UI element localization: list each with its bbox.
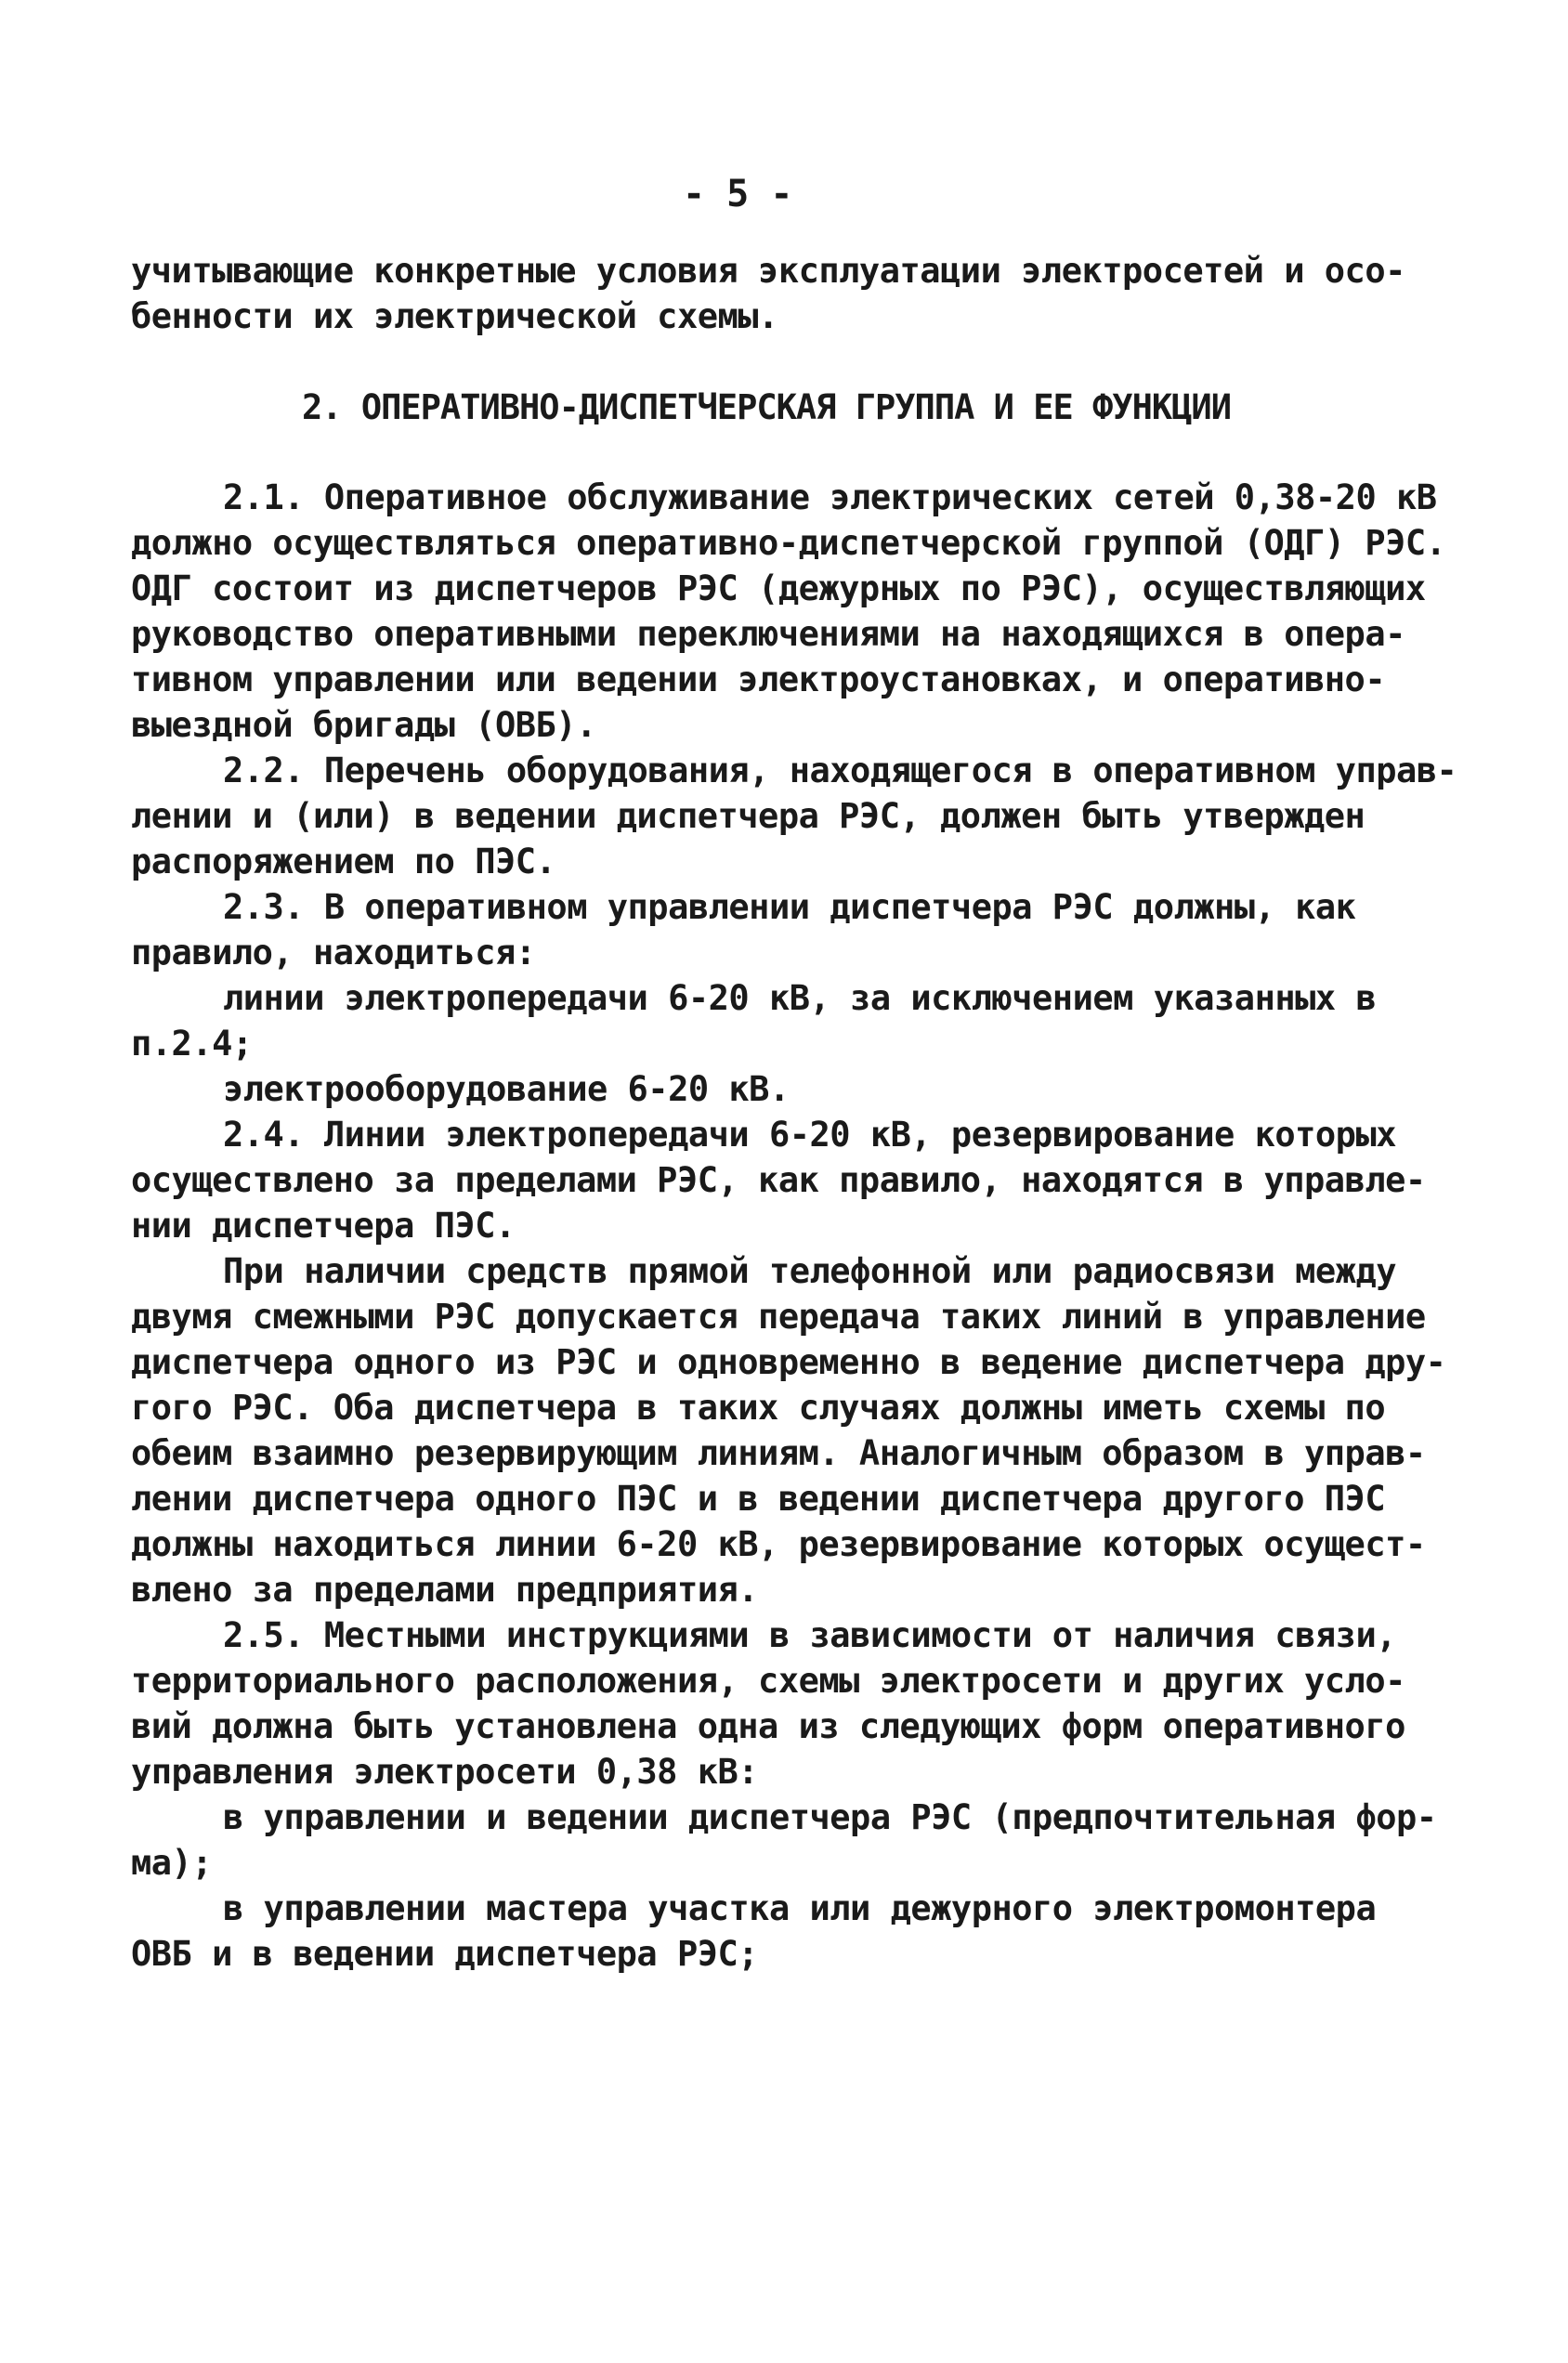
paragraph-line: диспетчера одного из РЭС и одновременно в ведение диспетчера дру- [131,1342,1446,1382]
paragraph-line: распоряжением по ПЭС. [131,842,556,881]
paragraph-line: обеим взаимно резервирующим линиям. Аналогичным образом в управ- [131,1433,1426,1473]
paragraph-line: двумя смежными РЭС допускается передача таких линий в управление [131,1297,1426,1337]
paragraph-line: 2.3. В оперативном управлении диспетчера РЭС должны, как [223,887,1356,927]
list-item-line: ма); [131,1843,213,1883]
paragraph-line: бенности их электрической схемы. [131,296,778,336]
list-item-line: линии электропередачи 6-20 кВ, за исключением указанных в [223,978,1377,1018]
paragraph-line: лении диспетчера одного ПЭС и в ведении диспетчера другого ПЭС [131,1479,1386,1519]
page-number: - 5 - [683,173,792,215]
paragraph-line: 2.1. Оперативное обслуживание электрических сетей 0,38-20 кВ [223,477,1437,517]
paragraph-line: ОДГ состоит из диспетчеров РЭС (дежурных по РЭС), осуществляющих [131,568,1426,608]
list-item-line: п.2.4; [131,1024,253,1064]
paragraph-line: гого РЭС. Оба диспетчера в таких случаях должны иметь схемы по [131,1388,1386,1428]
paragraph-line: должны находиться линии 6-20 кВ, резервирование которых осущест- [131,1524,1426,1564]
paragraph-line: руководство оперативными переключениями на находящихся в опера- [131,614,1405,654]
section-heading: 2. ОПЕРАТИВНО-ДИСПЕТЧЕРСКАЯ ГРУППА И ЕЕ ФУНКЦИИ [302,387,1231,427]
paragraph-line: лении и (или) в ведении диспетчера РЭС, должен быть утвержден [131,796,1365,836]
paragraph-line: 2.5. Местными инструкциями в зависимости от наличия связи, [223,1615,1397,1655]
paragraph-line: 2.2. Перечень оборудования, находящегося в оперативном управ- [223,751,1457,790]
list-item-line: ОВБ и в ведении диспетчера РЭС; [131,1934,759,1974]
paragraph-line: управления электросети 0,38 кВ: [131,1752,759,1792]
paragraph-line: осуществлено за пределами РЭС, как правило, находятся в управле- [131,1160,1426,1200]
paragraph-line: тивном управлении или ведении электроустановках, и оперативно- [131,659,1386,699]
paragraph-line: вий должна быть установлена одна из следующих форм оперативного [131,1706,1405,1746]
list-item-line: в управлении и ведении диспетчера РЭС (предпочтительная фор- [223,1797,1437,1837]
paragraph-line: При наличии средств прямой телефонной или радиосвязи между [223,1251,1397,1291]
paragraph-line: учитывающие конкретные условия эксплуатации электросетей и осо- [131,251,1405,291]
paragraph-line: нии диспетчера ПЭС. [131,1206,516,1246]
list-item-line: электрооборудование 6-20 кВ. [223,1069,790,1109]
paragraph-line: должно осуществляться оперативно-диспетчерской группой (ОДГ) РЭС. [131,523,1446,563]
paragraph-line: 2.4. Линии электропередачи 6-20 кВ, резервирование которых [223,1115,1397,1155]
paragraph-line: правило, находиться: [131,933,536,973]
list-item-line: в управлении мастера участка или дежурного электромонтера [223,1888,1377,1928]
paragraph-line: территориального расположения, схемы электросети и других усло- [131,1661,1405,1701]
paragraph-line: выездной бригады (ОВБ). [131,705,596,745]
paragraph-line: влено за пределами предприятия. [131,1570,759,1610]
